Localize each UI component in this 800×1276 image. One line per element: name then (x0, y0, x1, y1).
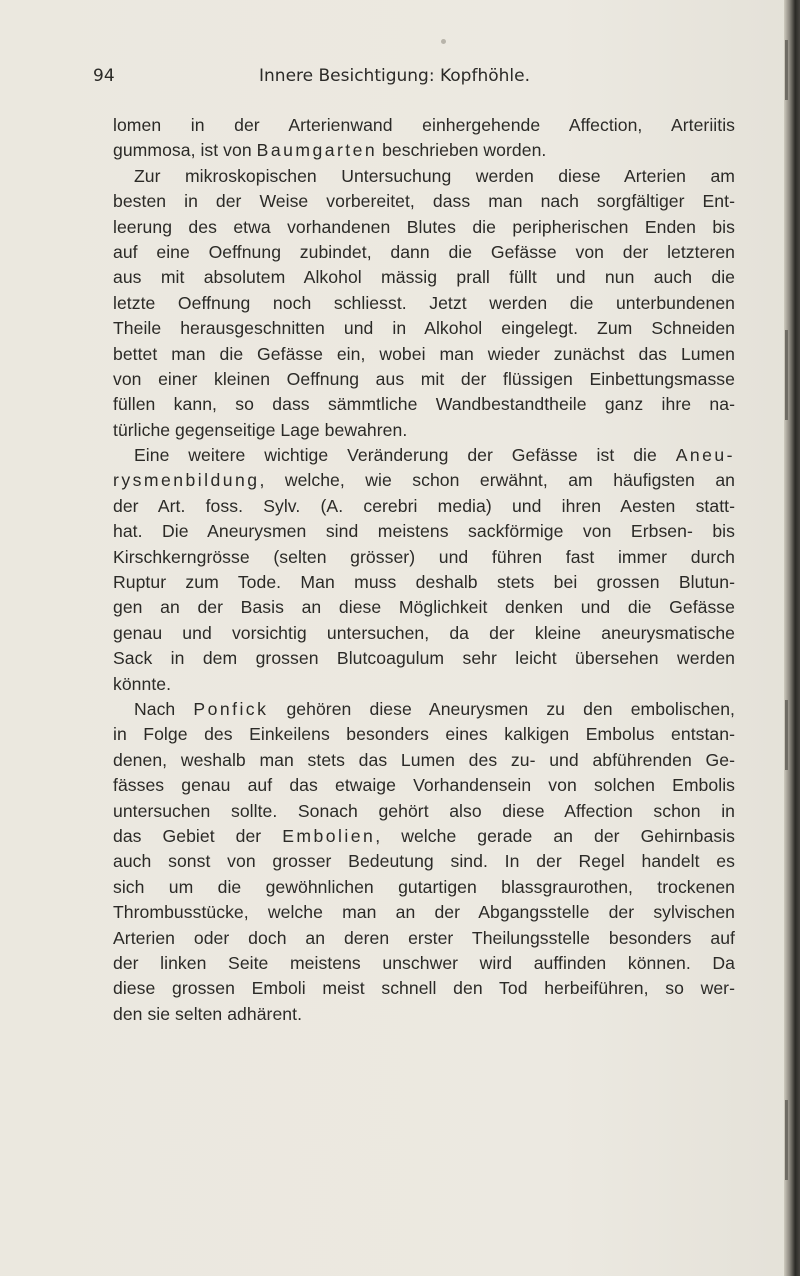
text-line (113, 291, 735, 316)
text-line (113, 494, 735, 519)
line-text: von einer kleinen Oeffnung aus mit der flüssigen Einbettungsmasse (113, 368, 735, 389)
text-line (113, 392, 735, 417)
spine-speck (785, 40, 788, 100)
text-line (113, 722, 735, 747)
line-text: diese grossen Emboli meist schnell den Tod herbeiführen, so wer- (113, 978, 735, 999)
emphasized-name: Embolien (282, 825, 376, 846)
page-number: 94 (93, 66, 115, 86)
text-line (113, 570, 735, 595)
text-line (113, 189, 735, 214)
line-text-after: gehören diese Aneurysmen zu den embolischen, (268, 698, 735, 719)
emphasized-name: rysmenbildung (113, 470, 260, 491)
text-line (113, 418, 735, 443)
line-text: Ruptur zum Tode. Man muss deshalb stets bei grossen Blutun- (113, 572, 735, 593)
text-line (113, 799, 735, 824)
text-line (113, 545, 735, 570)
text-line (113, 265, 735, 290)
line-text-after: beschrieben worden. (377, 140, 547, 161)
line-text: genau und vorsichtig untersuchen, da der kleine aneurysmatische (113, 622, 735, 643)
text-line (113, 138, 735, 163)
line-text: besten in der Weise vorbereitet, dass man nach sorgfältiger Ent- (113, 191, 735, 212)
line-text: den sie selten adhärent. (113, 1003, 303, 1024)
line-text: sich um die gewöhnlichen gutartigen blassgraurothen, trockenen (113, 876, 735, 897)
line-text: auch sonst von grosser Bedeutung sind. In der Regel handelt es (113, 851, 735, 872)
text-line (113, 342, 735, 367)
text-line (113, 900, 735, 925)
page-header (93, 66, 733, 90)
line-text: Kirschkerngrösse (selten grösser) und führen fast immer durch (113, 546, 735, 567)
emphasized-name: Aneu- (675, 445, 735, 466)
text-line (113, 316, 735, 341)
line-text: Thrombusstücke, welche man an der Abgangsstelle der sylvischen (113, 902, 735, 923)
text-line (113, 773, 735, 798)
line-text-after: , welche gerade an der Gehirnbasis (375, 825, 735, 846)
line-text: Eine weitere wichtige Veränderung der Gefässe ist die (134, 445, 676, 466)
ink-spot (441, 39, 446, 44)
spine-speck (785, 700, 788, 770)
line-text: fässes genau auf das etwaige Vorhandensein von solchen Embolis (113, 775, 735, 796)
text-line (113, 951, 735, 976)
line-text: untersuchen sollte. Sonach gehört also diese Affection schon in (113, 800, 735, 821)
line-text: auf eine Oeffnung zubindet, dann die Gefässe von der letzteren (113, 241, 735, 262)
text-line (113, 443, 735, 468)
text-line (113, 519, 735, 544)
line-text: gummosa, ist von (113, 140, 257, 161)
running-title: Innere Besichtigung: Kopfhöhle. (259, 66, 530, 86)
text-line (113, 1002, 735, 1027)
line-text: der linken Seite meistens unschwer wird auffinden können. Da (113, 952, 735, 973)
line-text: Nach (134, 698, 194, 719)
line-text: denen, weshalb man stets das Lumen des zu- und abführenden Ge- (113, 749, 735, 770)
text-line (113, 367, 735, 392)
line-text: füllen kann, so dass sämmtliche Wandbestandtheile ganz ihre na- (113, 394, 735, 415)
line-text: gen an der Basis an diese Möglichkeit denken und die Gefässe (113, 597, 735, 618)
text-line (113, 672, 735, 697)
text-line (113, 468, 735, 493)
line-text: letzte Oeffnung noch schliesst. Jetzt werden die unterbundenen (113, 292, 735, 313)
line-text: in Folge des Einkeilens besonders eines kalkigen Embolus entstan- (113, 724, 735, 745)
text-line (113, 240, 735, 265)
line-text: könnte. (113, 673, 172, 694)
text-line (113, 595, 735, 620)
line-text: Sack in dem grossen Blutcoagulum sehr leicht übersehen werden (113, 648, 735, 669)
line-text: Zur mikroskopischen Untersuchung werden diese Arterien am (134, 165, 735, 186)
line-text-after: , welche, wie schon erwähnt, am häufigsten an (259, 470, 735, 491)
text-line (113, 926, 735, 951)
text-line (113, 697, 735, 722)
line-text: Theile herausgeschnitten und in Alkohol eingelegt. Zum Schneiden (113, 318, 735, 339)
line-text: lomen in der Arterienwand einhergehende Affection, Arteriitis (113, 115, 735, 135)
line-text: Arterien oder doch an deren erster Theilungsstelle besonders auf (113, 927, 735, 948)
book-spine-edge (784, 0, 800, 1276)
text-line (113, 646, 735, 671)
text-line (113, 748, 735, 773)
body-text (113, 113, 735, 1027)
line-text: das Gebiet der (113, 825, 283, 846)
line-text: der Art. foss. Sylv. (A. cerebri media) und ihren Aesten statt- (113, 495, 735, 516)
line-text: aus mit absolutem Alkohol mässig prall füllt und nun auch die (113, 267, 735, 288)
line-text: hat. Die Aneurysmen sind meistens sackförmige von Erbsen- bis (113, 521, 735, 542)
spine-speck (785, 1100, 788, 1180)
spine-speck (785, 330, 788, 420)
line-text: bettet man die Gefässe ein, wobei man wieder zunächst das Lumen (113, 343, 735, 364)
emphasized-name: Baumgarten (256, 140, 378, 161)
text-line (113, 215, 735, 240)
text-line (113, 875, 735, 900)
emphasized-name: Ponfick (193, 698, 269, 719)
line-text: leerung des etwa vorhandenen Blutes die peripherischen Enden bis (113, 216, 735, 237)
line-text: türliche gegenseitige Lage bewahren. (113, 419, 408, 440)
text-line (113, 621, 735, 646)
text-line (113, 976, 735, 1001)
text-line (113, 113, 735, 138)
text-line (113, 849, 735, 874)
text-line (113, 164, 735, 189)
text-line (113, 824, 735, 849)
